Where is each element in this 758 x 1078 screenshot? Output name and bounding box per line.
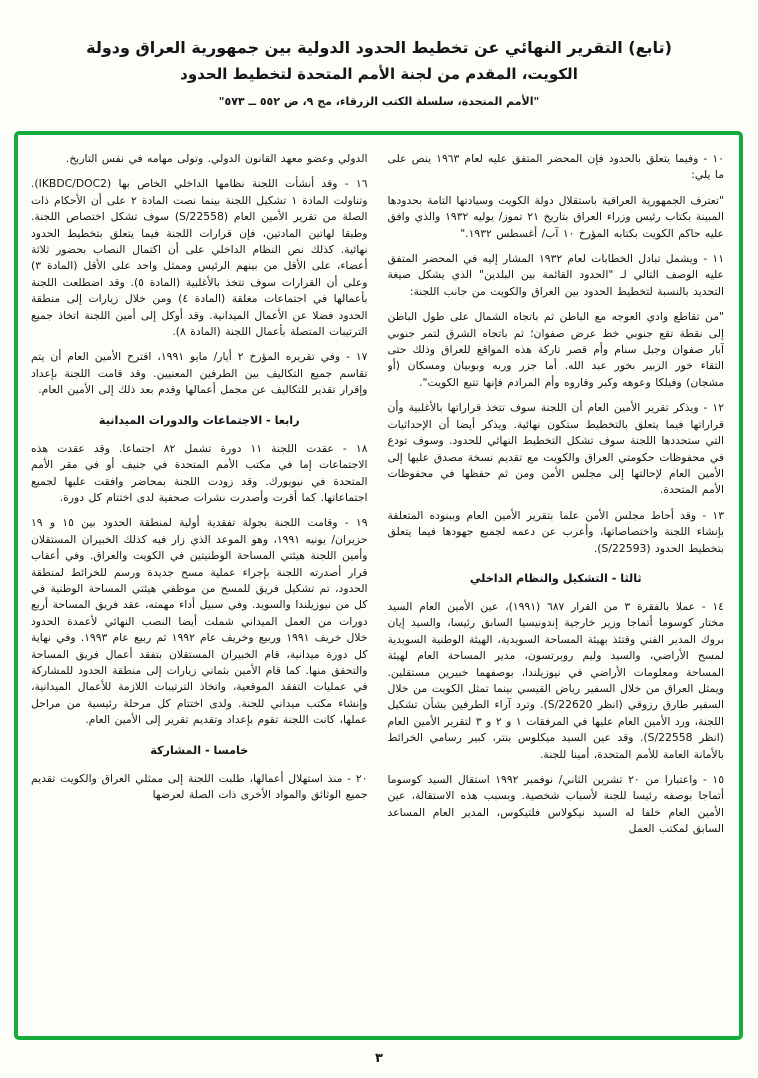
- paragraph-10: ١٠ - وفيما يتعلق بالحدود فإن المحضر المتفق عليه لعام ١٩٦٣ ينص على ما يلي:: [387, 152, 724, 182]
- paragraph-18: ١٨ - عقدت اللجنة ١١ دورة تشمل ٨٢ اجتماعا. وقد عقدت هذه الاجتماعات إما في مكتب الأمم المتحدة في جنيف أو في مقر الأمم المتحدة في نيويورك. وقد زودت اللجنة بمحاضر وافقت عليها لجميع اجتماعاتها. كما أقرت وأصدرت نشرات صحفية لدى اختتام كل دورة.: [31, 441, 368, 504]
- paragraph-14: ١٤ - عملا بالفقرة ٣ من القرار ٦٨٧ (١٩٩١)، عين الأمين العام السيد مختار كوسوما أتماجا وزير خارجية إندونيسيا السابق رئيسا، والسيد إيان بروك المدير الفني وقتئذ بهيئة المساحة السويدية، الهيئة الوطنية السويدية لمسح الأراضي، والسيد وليم روبرتسون، مدير المساحة العام لهيئة المساحة ومعلومات الأراضي في نيوزيلندا، بوصفهما خبيرين مستقلين. ويمثل العراق من خلال السفير رياض القيسي بينما تمثل الكويت من خلال السفير طارق رزوقي (انظر S/22620). وترد آراء الطرفين بشأن تشكيل اللجنة، ورد الأمين العام عليها في المرفقات ١ و ٢ و ٣ لتقرير الأمين العام (انظر S/22558). وقد عين السيد ميكلوس بنتر، كبير رسامي الخرائط بالأمانة العامة للأمم المتحدة، أمينا للجنة.: [387, 599, 724, 761]
- quote-boundary-description: "من تقاطع وادي العوجه مع الباطن ثم باتجاه الشمال على طول الباطن إلى نقطة تقع جنوبي خط عرض صفوان؛ ثم باتجاه الشرق لتمر جنوبي آبار صفوان وجبل سنام وأم قصر تاركة هذه المواقع للعراق وذلك حتى التقاء خور الزبير بخور عبد الله. أما جزر وربه وبوبيان ومسكان (أو مشجان) وفيلكا وعوهه وكبر وقاروه وأم المرادم فإنها تتبع الكويت".: [387, 310, 724, 389]
- column-right: [388, 151, 725, 1026]
- paragraph-19: ١٩ - وقامت اللجنة بجولة تفقدية أولية لمنطقة الحدود بين ١٥ و ١٩ حزيران/ يونيه ١٩٩١، وهو الموعد الذي زار فيه كذلك الخبيران المستقلان وأمين اللجنة هيئتي المساحة الوطنيتين في الكويت والعراق. وفي أعقاب قرار أصدرته اللجنة بإجراء عملية مسح جديدة ورسم للخرائط لمنطقة الحدود، تم تشكيل فريق للمسح من موظفي هيئتي المساحة الوطنية في كل من نيوزيلندا والسويد. وفي سبيل أداء مهمته، عقد فريق المساحة أربع دورات من العمل الميداني شملت أيضا النصب النهائي لأعمدة الحدود خلال خريف ١٩٩١ وربيع وخريف عام ١٩٩٢ ثم ربيع عام ١٩٩٣. وفي نهاية كل دورة ميدانية، قام الخبيران المستقلان بتفقد أعمال فريق المساحة والتحقق منها. كما قام الأمين بثماني زيارات إلى منطقة الحدود للمشاركة في عمليات التفقد الموقعية، واتخاذ الترتيبات اللازمة للأعمال الميدانية، وإنشاء مكتب ميداني للجنة. ولدى اختتام كل مرحلة رئيسية من مراحل عملها، كانت اللجنة تقوم بإعداد وتقديم تقرير إلى الأمين العام.: [31, 516, 368, 727]
- column-left: [31, 151, 368, 1026]
- section-heading-fourth: رابعا - الاجتماعات والدورات الميدانية: [98, 413, 300, 427]
- paragraph-17: ١٧ - وفي تقريره المؤرخ ٢ أيار/ مايو ١٩٩١، اقترح الأمين العام أن يتم تقاسم جميع التكاليف بين الطرفين المعنيين. وقد قامت اللجنة بإعداد وإقرار تقدير للتكاليف عن مجمل أعمالها وقدم بعد ذلك إلى الأمين العام.: [31, 350, 368, 397]
- paragraph-15: ١٥ - واعتبارا من ٢٠ تشرين الثاني/ نوفمبر ١٩٩٢ استقال السيد كوسوما أتماجا بوصفه رئيسا للجنة لأسباب شخصية. وبسبب هذه الاستقالة، عين الأمين العام خلفا له السيد نيكولاس فلتيكوس، المدير العام المساعد السابق لمكتب العمل: [387, 773, 724, 836]
- paragraph-12: ١٢ - ويذكر تقرير الأمين العام أن اللجنة سوف تتخذ قراراتها بالأغلبية وأن قراراتها فيما يتعلق بالتخطيط ستكون نهائية. ويذكر أيضا أن الإحداثيات التي ستحددها اللجنة سوف تشكل التخطيط النهائي للحدود. وسوف تودع في محفوظات حكومتي العراق والكويت مع تقديم نسخة مصدق عليها إلى الأمين العام لإحالتها إلى مجلس الأمن ومن ثم حفظها في محفوظات الأمم المتحدة.: [387, 401, 724, 497]
- two-column-layout: [31, 151, 724, 1026]
- paragraph-16: ١٦ - وقد أنشأت اللجنة نظامها الداخلي الخاص بها (IKBDC/DOC2). وتناولت المادة ١ تشكيل اللجنة بينما نصت المادة ٢ على أن الأحكام ذات الصلة من تقرير الأمين العام (S/22558) سوف تشكل اختصاص اللجنة. وطبقا لهاتين المادتين، فإن قرارات اللجنة فيما يتعلق بتخطيط الحدود نهائية. كذلك نص النظام الداخلي على أن اكتمال النصاب بحضور ثلاثة أعضاء، على الأقل من بينهم الرئيس وممثل واحد على الأقل (المادة ٣) وعلى أن القرارات سوف تتخذ بالأغلبية (المادة ٥). وقد اضطلعت اللجنة بأعمالها في اجتماعات مغلقة (المادة ٤) ومن خلال زيارات إلى منطقة الحدود فضلا عن الأعمال الميدانية. وقد أوكل إلى أمين اللجنة اتخاذ جميع الترتيبات المتصلة بأعمال اللجنة (المادة ٨).: [31, 177, 368, 339]
- paragraph-15-continuation: الدولي وعضو معهد القانون الدولي. وتولى مهامه في نفس التاريخ.: [65, 152, 368, 165]
- paragraph-20: ٢٠ - منذ استهلال أعمالها، طلبت اللجنة إلى ممثلي العراق والكويت تقديم جميع الوثائق والمواد الأخرى ذات الصلة لعرضها: [31, 771, 368, 802]
- section-heading-fifth: خامسا - المشاركة: [150, 743, 249, 757]
- paragraph-13: ١٣ - وقد أحاط مجلس الأمن علما بتقرير الأمين العام وببنوده المتعلقة بإنشاء اللجنة واختصاصاتها، وأعرب عن دعمه لجميع جهودها فيما يتعلق بتخطيط الحدود (S/22593).: [387, 508, 724, 555]
- section-heading-third: ثالثا - التشكيل والنظام الداخلي: [469, 571, 642, 585]
- header-source-citation: "الأمم المتحدة، سلسلة الكتب الزرقاء، مج ٩، ص ٥٥٢ ــ ٥٧٣": [218, 95, 540, 109]
- quote-1963-minutes: "تعترف الجمهورية العراقية باستقلال دولة الكويت وسيادتها التامة بحدودها المبينة بكتاب رئيس وزراء العراق بتاريخ ٢١ تموز/ يوليه ١٩٣٢ والذي وافق عليه حاكم الكويت بكتابه المؤرخ ١٠ آب/ أغسطس ١٩٣٢.": [387, 193, 724, 240]
- header-title-line-2: الكويت، المقدم من لجنة الأمم المتحدة لتخطيط الحدود: [180, 64, 578, 83]
- header-title-line-1: (تابع) التقرير النهائي عن تخطيط الحدود الدولية بين جمهورية العراق ودولة: [86, 38, 672, 57]
- green-border-frame: [14, 131, 743, 1040]
- paragraph-11: ١١ - ويشمل تبادل الخطابات لعام ١٩٣٢ المشار إليه في المحضر المتفق عليه الوصف التالي لـ "الحدود القائمة بين البلدين" الذي يشكل صيغة التحديد بالنسبة لتخطيط الحدود بين العراق والكويت من جانب اللجنة:: [387, 252, 724, 298]
- page-number: ٣: [375, 1051, 383, 1066]
- document-header: [0, 0, 758, 110]
